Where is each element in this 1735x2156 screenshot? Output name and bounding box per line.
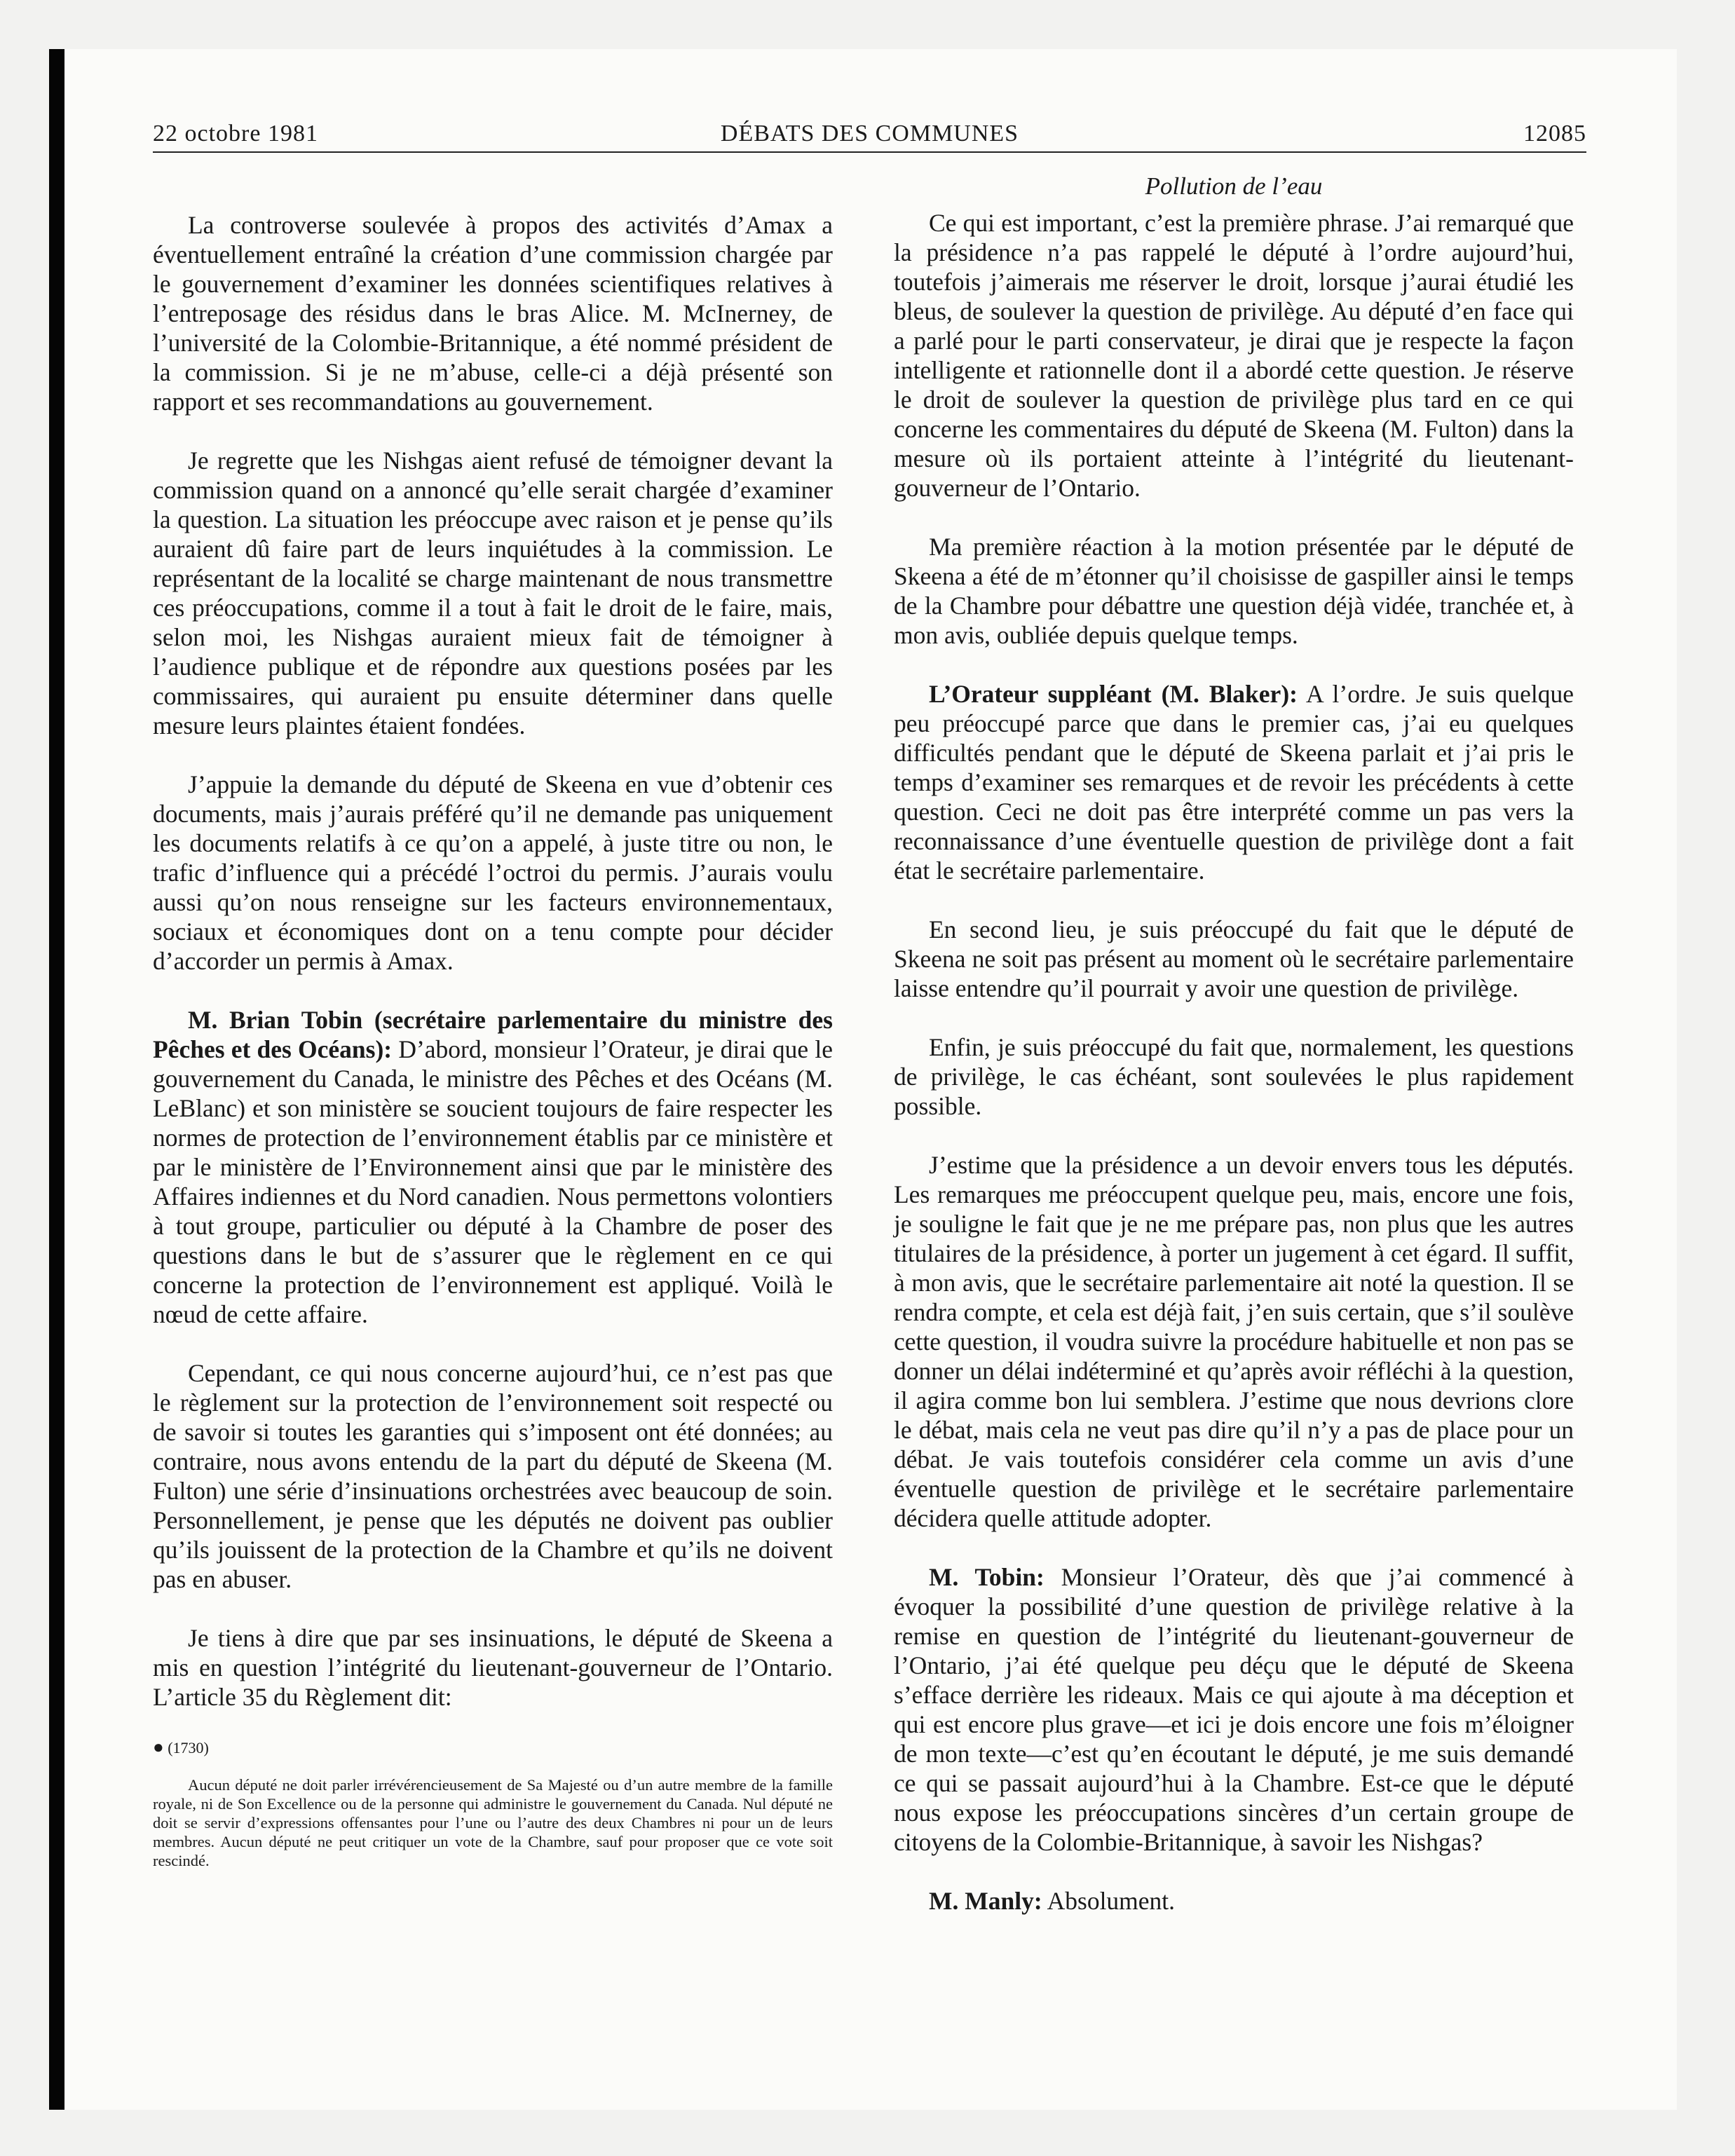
paragraph: En second lieu, je suis préoccupé du fait que le député de Skeena ne soit pas présent au moment où le secrétaire parlementaire laisse entendre qu’il pourrait y avoir une question de privilège. — [894, 915, 1574, 1002]
paragraph: Je tiens à dire que par ses insinuations, le député de Skeena a mis en question l’intégrité du lieutenant-gouverneur de l’Ontario. L’article 35 du Règlement dit: — [153, 1624, 833, 1711]
paragraph: La controverse soulevée à propos des activités d’Amax a éventuellement entraîné la création d’une commission chargée par le gouvernement d’examiner les données scientifiques relatives à l’entreposage des résidus dans le bras Alice. M. McInerney, de l’université de la Colombie-Britannique, a été nommé président de la commission. Si je ne m’abuse, celle-ci a déjà présenté son rapport et ses recommandations au gouvernement. — [153, 211, 833, 416]
paragraph — [894, 1562, 1574, 1857]
header-page-number: 12085 — [1523, 121, 1586, 146]
section-heading: Pollution de l’eau — [1145, 172, 1323, 200]
speech-text: A l’ordre. Je suis quelque peu préoccupé parce que dans le premier cas, j’ai eu quelques difficultés pendant que le député de Skeena parlait et j’ai pris le temps d’examiner ses remarques et de revoir les précédents à cette question. Ceci ne doit pas être interprété comme un pas vers la reconnaissance d’une éventuelle question de privilège dont a fait état le secrétaire parlementaire. — [894, 680, 1574, 885]
standing-order-quote: Aucun député ne doit parler irrévérencieusement de Sa Majesté ou d’un autre membre de la famille royale, ni de Son Excellence ou de la personne qui administre le gouvernement du Canada. Nul député ne doit se servir d’expressions offensantes pour l’une ou l’autre des deux Chambres ni pour un de leurs membres. Aucun député ne peut critiquer un vote de la Chambre, sauf pour proposer que ce vote soit rescindé. — [153, 1776, 833, 1869]
paragraph: Ma première réaction à la motion présentée par le député de Skeena a été de m’étonner qu’il choisisse de gaspiller ainsi le temps de la Chambre pour débattre une question déjà vidée, tranchée et, à mon avis, oubliée depuis quelque temps. — [894, 533, 1574, 649]
paragraph: J’estime que la présidence a un devoir envers tous les députés. Les remarques me préoccupent quelque peu, mais, encore une fois, je souligne le fait que je ne me prépare pas, non plus que les autres titulaires de la présidence, à porter un jugement à cet égard. Il suffit, à mon avis, que le secrétaire parlementaire ait noté la question. Il se rendra compte, et cela est déjà fait, j’en suis certain, que s’il soulève cette question, il voudra suivre la procédure habituelle et non pas se donner un délai indéterminé et qu’après avoir réfléchi à la question, il agira comme bon lui semblera. J’estime que nous devrions clore le débat, mais cela ne veut pas dire qu’il n’y a pas de place pour un débat. Je vais toutefois considérer cela comme un avis d’une éventuelle question de privilège et le secrétaire parlementaire décidera quelle attitude adopter. — [894, 1151, 1574, 1532]
speech-text: Absolument. — [1042, 1887, 1176, 1915]
bullet-icon: ● — [153, 1737, 164, 1757]
speaker-name: M. Manly: — [929, 1887, 1042, 1915]
left-column — [153, 210, 833, 1899]
speaker-name: M. Tobin: — [929, 1563, 1045, 1591]
paragraph — [894, 679, 1574, 885]
scan-edge — [49, 49, 64, 2110]
paragraph: Ce qui est important, c’est la première phrase. J’ai remarqué que la présidence n’a pas rappelé le député à l’ordre aujourd’hui, toutefois j’aimerais me réserver le droit, lorsque j’aurai étudié les bleus, de soulever la question de privilège. Au député d’en face qui a parlé pour le parti conservateur, je dirai que je respecte la façon intelligente et rationnelle dont il a abordé cette question. Je réserve le droit de soulever la question de privilège plus tard en ce qui concerne les commentaires du député de Skeena (M. Fulton) dans la mesure où ils portaient atteinte à l’intégrité du lieutenant-gouverneur de l’Ontario. — [894, 209, 1574, 502]
paragraph: Je regrette que les Nishgas aient refusé de témoigner devant la commission quand on a annoncé qu’elle serait chargée d’examiner la question. La situation les préoccupe avec raison et je pense qu’ils auraient dû faire part de leurs inquiétudes à la commission. Le représentant de la localité se charge maintenant de nous transmettre ces préoccupations, comme il a tout à fait le droit de le faire, mais, selon moi, les Nishgas auraient mieux fait de témoigner à l’audience publique et de répondre aux questions posées par les commissaires, qui auraient pu ensuite déterminer dans quelle mesure leurs plaintes étaient fondées. — [153, 446, 833, 739]
running-header — [153, 119, 1586, 153]
speech-text: Monsieur l’Orateur, dès que j’ai commencé à évoquer la possibilité d’une question de privilège relative à la remise en question de l’intégrité du lieutenant-gouverneur de l’Ontario, j’ai été quelque peu déçu que le député de Skeena s’efface derrière les rideaux. Mais ce qui ajoute à ma déception et qui est encore plus grave—et ici je dois encore une fois m’éloigner de mon texte—c’est qu’en écoutant le député, je me suis demandé ce qui se passait aujourd’hui à la Chambre. Est-ce que le député nous expose les préoccupations sincères d’un certain groupe de citoyens de la Colombie-Britannique, à savoir les Nishgas? — [894, 1563, 1574, 1856]
right-column — [894, 172, 1574, 1945]
header-date: 22 octobre 1981 — [153, 121, 318, 146]
paragraph: J’appuie la demande du député de Skeena en vue d’obtenir ces documents, mais j’aurais préféré qu’il ne demande pas uniquement les documents relatifs à ce qu’on a appelé, à juste titre ou non, le trafic d’influence qui a précédé l’octroi du permis. J’aurais voulu aussi qu’on nous renseigne sur les facteurs environnementaux, sociaux et économiques dont on a tenu compte pour décider d’accorder un permis à Amax. — [153, 770, 833, 975]
paragraph: Enfin, je suis préoccupé du fait que, normalement, les questions de privilège, le cas échéant, sont soulevées le plus rapidement possible. — [894, 1033, 1574, 1120]
speaker-name: M. Brian Tobin (secrétaire parlementaire du ministre des Pêches et des Océans): — [153, 1006, 833, 1063]
time-stamp-text: (1730) — [168, 1739, 209, 1756]
paragraph — [894, 1886, 1574, 1916]
header-title: DÉBATS DES COMMUNES — [720, 121, 1019, 146]
paragraph — [153, 1005, 833, 1329]
speech-text: D’abord, monsieur l’Orateur, je dirai que le gouvernement du Canada, le ministre des Pêches et des Océans (M. LeBlanc) et son ministère se soucient toujours de faire respecter les normes de protection de l’environnement établis par ce ministère et par le ministère de l’Environnement ainsi que par le ministère des Affaires indiennes et du Nord canadien. Nous permettons volontiers à tout groupe, particulier ou député à la Chambre de poser des questions dans le but de s’assurer que le règlement en ce qui concerne la protection de l’environnement est appliqué. Voilà le nœud de cette affaire. — [153, 1035, 833, 1328]
speaker-name: L’Orateur suppléant (M. Blaker): — [929, 680, 1298, 708]
paragraph: Cependant, ce qui nous concerne aujourd’hui, ce n’est pas que le règlement sur la protection de l’environnement soit respecté ou de savoir si toutes les garanties qui s’imposent ont été données; au contraire, nous avons entendu de la part du député de Skeena (M. Fulton) une série d’insinuations orchestrées avec beaucoup de soin. Personnellement, je pense que les députés ne doivent pas oublier qu’ils jouissent de la protection de la Chambre et qu’ils ne doivent pas en abuser. — [153, 1359, 833, 1593]
time-stamp — [153, 1733, 833, 1763]
